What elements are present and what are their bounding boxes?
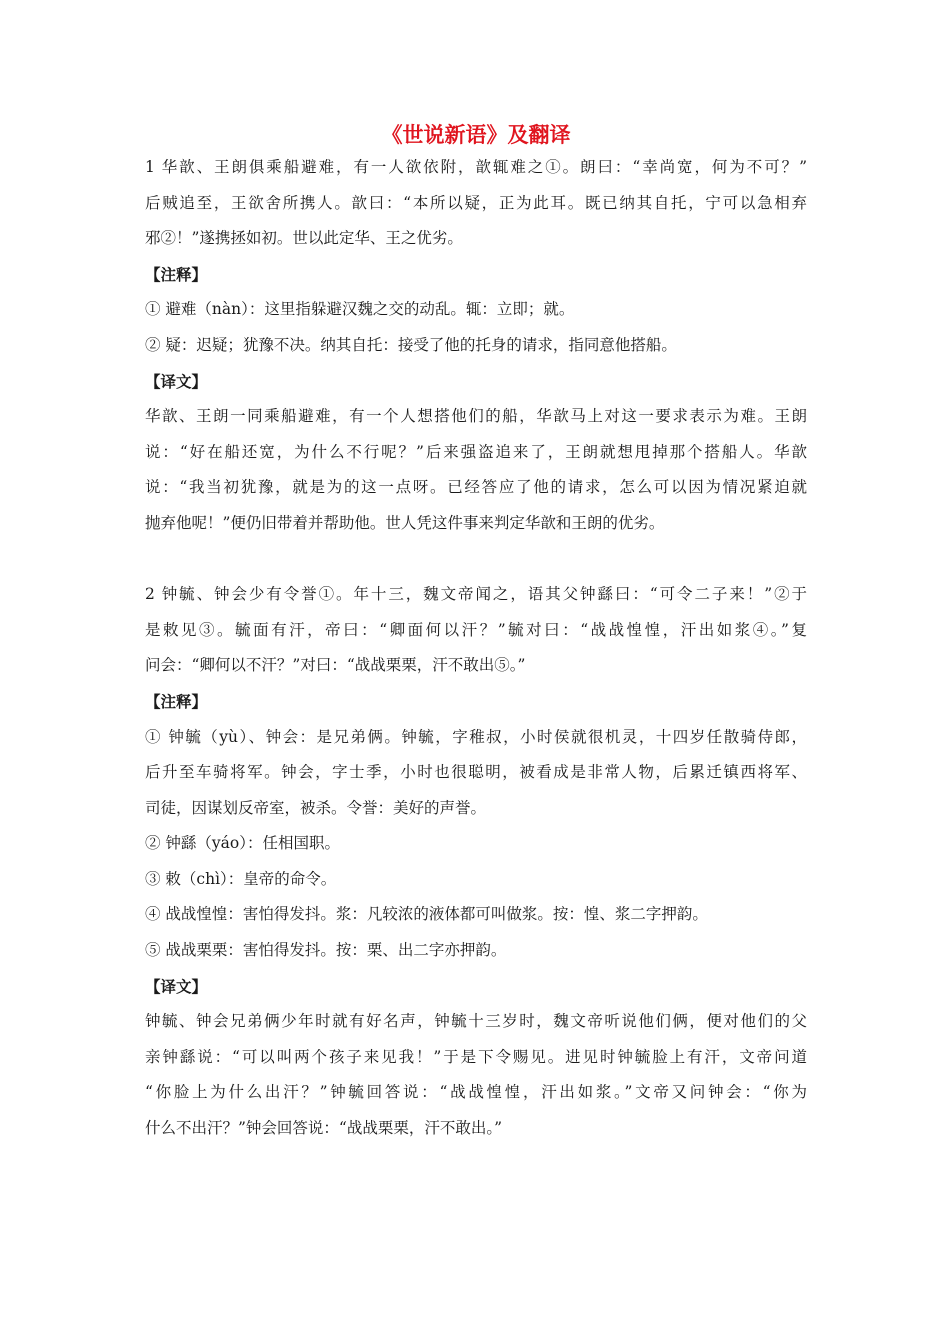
section-1-note: ① 避难（nàn）：这里指躲避汉魏之交的动乱。辄：立即；就。 (145, 300, 575, 319)
section-2-note: ② 钟繇（yáo）：任相国职。 (145, 834, 341, 853)
section-1 (145, 150, 807, 542)
section-1-translation-line: 抛弃他呢！”便仍旧带着并帮助他。世人凭这件事来判定华歆和王朗的优劣。 (145, 513, 665, 532)
section-2-note: ① 钟毓（yù）、钟会：是兄弟俩。钟毓，字稚叔，小时侯就很机灵，十四岁任散骑侍郎， (145, 727, 807, 746)
section-2-translation-line: 亲钟繇说：“可以叫两个孩子来见我！”于是下令赐见。进见时钟毓脸上有汗，文帝问道 (145, 1047, 807, 1066)
document-title: 《世说新语》及翻译 (381, 122, 571, 147)
section-2-note: ⑤ 战战栗栗：害怕得发抖。按：栗、出二字亦押韵。 (145, 941, 507, 960)
section-1-notes-heading: 【注释】 (145, 264, 208, 284)
section-2 (145, 577, 807, 1147)
section-2-translation-line: 钟毓、钟会兄弟俩少年时就有好名声，钟毓十三岁时，魏文帝听说他们俩，便对他们的父 (145, 1012, 807, 1031)
section-2-note: 司徒，因谋划反帝室，被杀。令誉：美好的声誉。 (145, 798, 487, 817)
section-2-text-line: 2 钟毓、钟会少有令誉①。年十三，魏文帝闻之，语其父钟繇曰：“可令二子来！”②于 (145, 585, 807, 604)
section-2-translation-line: “你脸上为什么出汗？”钟毓回答说：“战战惶惶，汗出如浆。”文帝又问钟会：“你为 (145, 1083, 807, 1102)
section-2-note: ④ 战战惶惶：害怕得发抖。浆：凡较浓的液体都可叫做浆。按：惶、浆二字押韵。 (145, 905, 708, 924)
section-2-text-line: 是敕见③。毓面有汗，帝曰：“卿面何以汗？”毓对曰：“战战惶惶，汗出如浆④。”复 (145, 620, 807, 639)
section-2-note: 后升至车骑将军。钟会，字士季，小时也很聪明，被看成是非常人物，后累迁镇西将军、 (145, 763, 807, 782)
section-divider (145, 542, 807, 578)
section-1-translation-line: 华歆、王朗一同乘船避难，有一个人想搭他们的船，华歆马上对这一要求表示为难。王朗 (145, 407, 807, 426)
section-1-translation-line: 说：“我当初犹豫，就是为的这一点呀。已经答应了他的请求，怎么可以因为情况紧迫就 (145, 478, 807, 497)
section-1-note: ② 疑：迟疑；犹豫不决。纳其自托：接受了他的托身的请求，指同意他搭船。 (145, 335, 677, 354)
section-2-translation-heading: 【译文】 (145, 976, 208, 996)
section-1-translation-line: 说：“好在船还宽，为什么不行呢？”后来强盗追来了，王朗就想甩掉那个搭船人。华歆 (145, 442, 807, 461)
section-2-translation-line: 什么不出汗？”钟会回答说：“战战栗栗，汗不敢出。” (145, 1119, 503, 1138)
section-1-text-line: 邪②！”遂携拯如初。世以此定华、王之优劣。 (145, 229, 463, 248)
section-2-notes-heading: 【注释】 (145, 691, 208, 711)
section-2-text-line: 问会：“卿何以不汗？”对曰：“战战栗栗，汗不敢出⑤。” (145, 656, 526, 675)
section-1-text-line: 后贼追至，王欲舍所携人。歆曰：“本所以疑，正为此耳。既已纳其自托，宁可以急相弃 (145, 193, 807, 212)
section-1-text-line: 1 华歆、王朗俱乘船避难，有一人欲依附，歆辄难之①。朗曰：“幸尚宽，何为不可？” (145, 158, 807, 176)
section-2-note: ③ 敕（chì）：皇帝的命令。 (145, 869, 337, 888)
section-1-translation-heading: 【译文】 (145, 371, 208, 391)
document-page (145, 120, 807, 1147)
